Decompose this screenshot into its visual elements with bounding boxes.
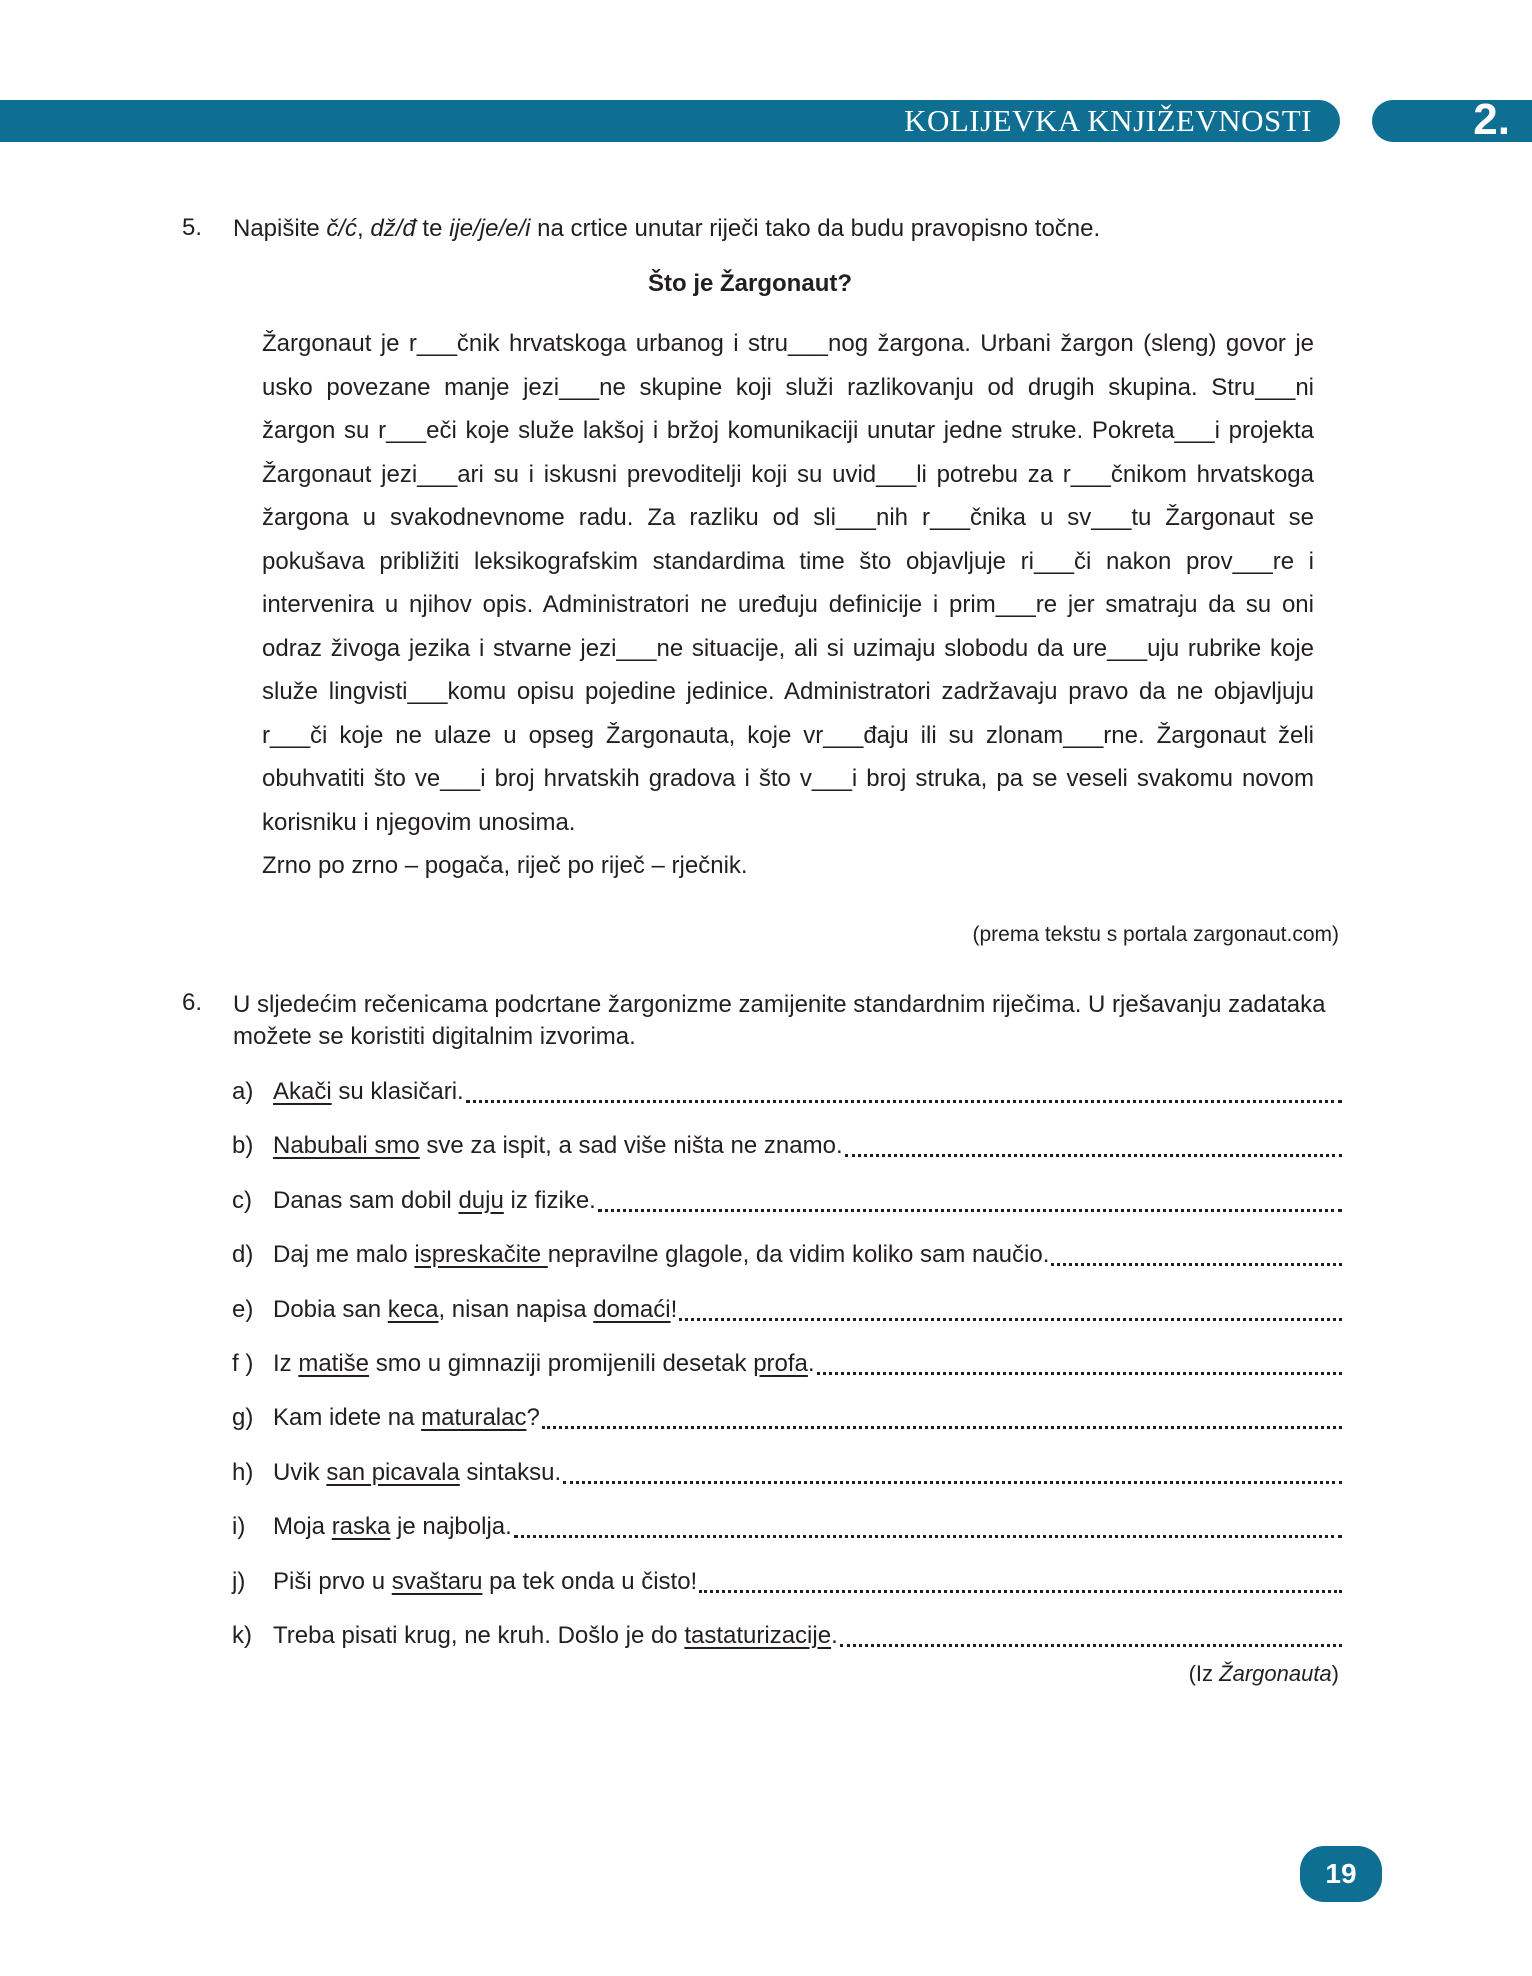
item-letter: b)	[232, 1132, 254, 1160]
jargon-word: raska	[331, 1513, 391, 1541]
sentence-text: Danas sam dobil	[273, 1186, 459, 1214]
item-letter: c)	[232, 1186, 252, 1214]
passage	[262, 322, 1314, 888]
exercise-item	[232, 1509, 1342, 1545]
item-sentence	[273, 1292, 677, 1328]
sentence-text: ?	[526, 1404, 540, 1432]
item-letter: g)	[232, 1404, 254, 1432]
jargon-word: svaštaru	[391, 1567, 483, 1595]
item-sentence	[273, 1509, 512, 1545]
sentence-text: su klasičari.	[331, 1078, 464, 1105]
item-letter: h)	[232, 1458, 254, 1486]
chapter-badge	[1372, 95, 1532, 144]
answer-line[interactable]	[1051, 1237, 1342, 1266]
sentence-text: .	[807, 1350, 815, 1377]
sentence-text: Uvik	[273, 1458, 327, 1486]
passage-source: (prema tekstu s portala zargonaut.com)	[972, 923, 1339, 946]
exercise-source: (Iz Žargonauta)	[1188, 1661, 1339, 1686]
exercise-item	[232, 1564, 1342, 1600]
exercise-item	[232, 1128, 1342, 1164]
answer-line[interactable]	[466, 1074, 1342, 1103]
task6-number: 6.	[182, 989, 203, 1016]
passage-closing: Zrno po zrno – pogača, riječ po riječ – rječnik.	[262, 852, 748, 879]
exercise-item	[232, 1346, 1342, 1382]
sentence-text: !	[670, 1295, 678, 1323]
jargon-word: Akači	[273, 1078, 332, 1105]
item-letter: f )	[232, 1350, 254, 1377]
answer-line[interactable]	[699, 1564, 1342, 1593]
exercise-item	[232, 1292, 1342, 1328]
sentence-text: Kam idete na	[273, 1404, 422, 1432]
exercise-item	[232, 1455, 1342, 1491]
item-sentence	[273, 1564, 697, 1600]
item-sentence	[273, 1074, 464, 1110]
sentence-text: pa tek onda u čisto!	[482, 1567, 698, 1595]
item-sentence	[273, 1183, 596, 1219]
chapter-header-bar	[0, 100, 1340, 142]
jargon-word: Nabubali smo	[273, 1132, 420, 1160]
sentence-text: , nisan napisa	[438, 1295, 594, 1323]
jargon-word: ispreskačite	[414, 1241, 548, 1269]
item-letter: a)	[232, 1078, 254, 1105]
sentence-text: Moja	[273, 1513, 332, 1541]
exercise-item	[232, 1183, 1342, 1219]
page-number: 19	[1300, 1846, 1382, 1902]
source-title: Žargonauta	[1219, 1661, 1332, 1686]
passage-title: Što je Žargonaut?	[648, 270, 852, 297]
exercise-item	[232, 1237, 1342, 1273]
jargon-word: duju	[458, 1186, 504, 1214]
exercise-item	[232, 1074, 1342, 1110]
passage-paragraph: Žargonaut je r___čnik hrvatskoga urbanog i stru___nog žargona. Urbani žargon (sleng) govor je usko povezane manje jezi___ne skupine koji služi razlikovanju od drugih skupina. Stru___ni žargon su r___eči koje služe lakšoj i bržoj komunikaciji unutar jedne struke. Pokreta___i projekta Žargonaut jezi___ari su i iskusni prevoditelji koji su uvid___li potrebu za r___čnikom hrvatskoga žargona u svakodnevnome radu. Za razliku od sli___nih r___čnika u sv___tu Žargonaut se pokušava približiti leksikografskim standardima time što objavljuje ri___či nakon prov___re i intervenira u njihov opis. Administratori ne uređuju definicije i prim___re jer smatraju da su oni odraz živoga jezika i stvarne jezi___ne situacije, ali si uzimaju slobodu da ure___uju rubrike koje služe lingvisti___komu opisu pojedine jedinice. Administratori zadržavaju pravo da ne objavljuju r___či koje ne ulaze u opseg Žargonauta, koje vr___đaju ili su zlonam___rne. Žargonaut želi obuhvatiti što ve___i broj hrvatskih gradova i što v___i broj struka, pa se veseli svakomu novom korisniku i njegovim unosima.	[262, 330, 1314, 836]
jargon-word: matiše	[298, 1350, 370, 1377]
exercise-item	[232, 1400, 1342, 1436]
item-sentence	[273, 1237, 1049, 1273]
jargon-word: san picavala	[326, 1458, 460, 1486]
item-sentence	[273, 1128, 843, 1164]
sentence-text: Dobia san	[273, 1295, 388, 1323]
jargon-word: maturalac	[421, 1404, 527, 1432]
sentence-text: .	[831, 1622, 838, 1649]
sentence-text: iz fizike.	[503, 1186, 596, 1214]
jargon-word: profa	[753, 1350, 808, 1377]
answer-line[interactable]	[563, 1455, 1342, 1484]
item-sentence	[273, 1400, 540, 1436]
item-letter: j)	[232, 1567, 246, 1595]
sentence-text: sve za ispit, a sad više ništa ne znamo.	[419, 1132, 843, 1160]
item-sentence	[273, 1618, 838, 1654]
item-letter: i)	[232, 1513, 246, 1541]
item-sentence	[273, 1346, 815, 1382]
answer-line[interactable]	[679, 1292, 1342, 1321]
item-letter: d)	[232, 1241, 254, 1269]
jargon-word: tastaturizacije	[684, 1622, 832, 1649]
sentence-text: smo u gimnaziji promijenili desetak	[369, 1350, 754, 1377]
task5-instruction: Napišite č/ć, dž/đ te ije/je/e/i na crtice unutar riječi tako da budu pravopisno točne.	[233, 215, 1101, 242]
item-letter: k)	[232, 1622, 252, 1649]
answer-line[interactable]	[817, 1346, 1342, 1375]
item-letter: e)	[232, 1295, 254, 1323]
sentence-text: sintaksu.	[459, 1458, 562, 1486]
item-sentence	[273, 1455, 561, 1491]
sentence-text: Daj me malo	[273, 1241, 415, 1269]
answer-line[interactable]	[840, 1618, 1342, 1647]
answer-line[interactable]	[542, 1400, 1342, 1429]
answer-line[interactable]	[514, 1509, 1342, 1538]
task5-number: 5.	[182, 214, 203, 241]
sentence-text: Treba pisati krug, ne kruh. Došlo je do	[273, 1622, 685, 1649]
chapter-number: 2.	[1473, 95, 1510, 144]
answer-line[interactable]	[845, 1128, 1342, 1157]
sentence-text: nepravilne glagole, da vidim koliko sam naučio.	[547, 1241, 1050, 1269]
answer-line[interactable]	[598, 1183, 1342, 1212]
sentence-text: je najbolja.	[390, 1513, 512, 1541]
task6-instruction: U sljedećim rečenicama podcrtane žargonizme zamijenite standardnim riječima. U rješavanju zadataka možete se koristiti digitalnim izvorima.	[233, 991, 1326, 1050]
sentence-text: Iz	[273, 1350, 299, 1377]
sentence-text: Piši prvo u	[273, 1567, 392, 1595]
exercise-item	[232, 1618, 1342, 1654]
jargon-word: keca	[387, 1295, 439, 1323]
jargon-word: domaći	[593, 1295, 671, 1323]
chapter-title: KOLIJEVKA KNJIŽEVNOSTI	[904, 103, 1312, 138]
